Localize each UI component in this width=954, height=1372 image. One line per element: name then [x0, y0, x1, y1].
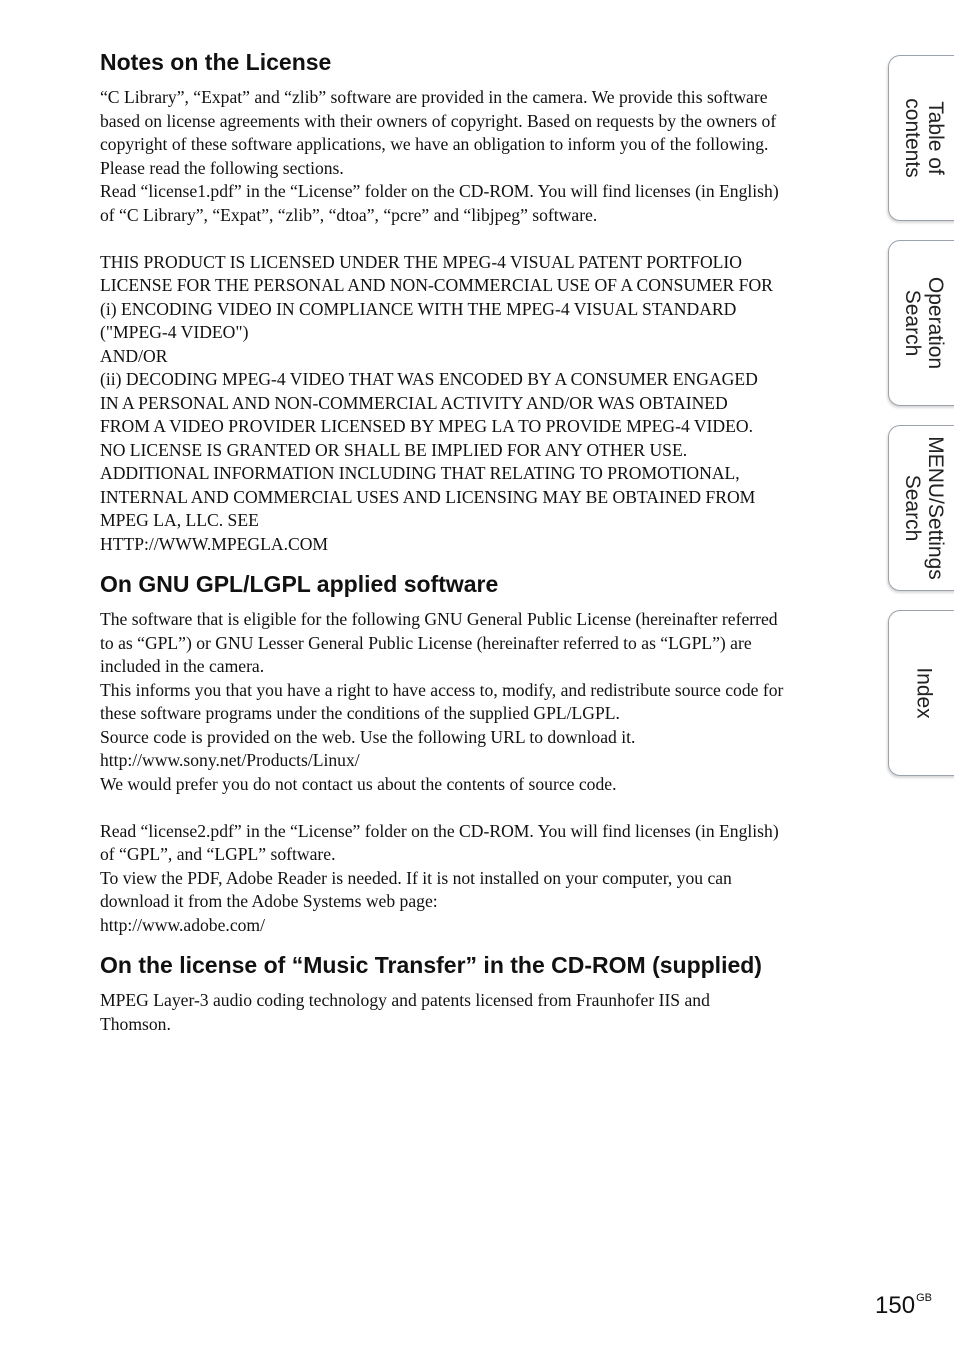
- body-line: of “GPL”, and “LGPL” software.: [100, 844, 336, 864]
- body-line: Read “license2.pdf” in the “License” folder on the CD-ROM. You will find licenses (in English): [100, 820, 779, 841]
- body-line: NO LICENSE IS GRANTED OR SHALL BE IMPLIED FOR ANY OTHER USE.: [100, 439, 688, 460]
- tab-label: Operation Search: [901, 276, 947, 370]
- body-line: (ii) DECODING MPEG-4 VIDEO THAT WAS ENCODED BY A CONSUMER ENGAGED: [100, 369, 758, 389]
- sidebar-tabs: [888, 0, 954, 800]
- body-line: MPEG Layer-3 audio coding technology and patents licensed from Fraunhofer IIS and: [100, 990, 710, 1010]
- body-line: http://www.sony.net/Products/Linux/: [100, 750, 360, 770]
- body-line: based on license agreements with their owners of copyright. Based on requests by the owners of: [100, 110, 777, 131]
- body-line: THIS PRODUCT IS LICENSED UNDER THE MPEG-4 VISUAL PATENT PORTFOLIO: [100, 251, 742, 272]
- body-line: ("MPEG-4 VIDEO"): [100, 322, 249, 342]
- body-line: MPEG LA, LLC. SEE: [100, 510, 259, 530]
- body-line: FROM A VIDEO PROVIDER LICENSED BY MPEG LA TO PROVIDE MPEG-4 VIDEO.: [100, 416, 753, 436]
- body-line: The software that is eligible for the following GNU General Public License (hereinafter referred: [100, 609, 778, 629]
- body-line: INTERNAL AND COMMERCIAL USES AND LICENSING MAY BE OBTAINED FROM: [100, 486, 756, 507]
- body-line: copyright of these software applications, we have an obligation to inform you of the following.: [100, 134, 769, 154]
- main-content: [100, 46, 860, 1036]
- section-music-transfer: [100, 949, 860, 1036]
- body-line: http://www.adobe.com/: [100, 914, 265, 935]
- page-number: [875, 1292, 932, 1320]
- section-heading: Notes on the License: [100, 49, 332, 75]
- body-line: (i) ENCODING VIDEO IN COMPLIANCE WITH THE MPEG-4 VISUAL STANDARD: [100, 298, 737, 319]
- blank-line: [100, 227, 860, 251]
- blank-line: [100, 796, 860, 820]
- tab-label: Index: [912, 667, 936, 719]
- section-heading: On the license of “Music Transfer” in the CD-ROM (supplied): [100, 952, 762, 978]
- section-heading: On GNU GPL/LGPL applied software: [100, 571, 499, 597]
- body-line: Thomson.: [100, 1013, 171, 1034]
- tab-table-of-contents[interactable]: [888, 55, 954, 221]
- body-line: LICENSE FOR THE PERSONAL AND NON-COMMERCIAL USE OF A CONSUMER FOR: [100, 275, 773, 295]
- tab-label: MENU/Settings Search: [901, 436, 947, 580]
- page-number-value: 150: [875, 1292, 916, 1319]
- body-line: to as “GPL”) or GNU Lesser General Public License (hereinafter referred to as “LGPL”) are: [100, 632, 752, 653]
- tab-menu-settings-search[interactable]: [888, 425, 954, 591]
- section-license-notes: [100, 46, 860, 556]
- page-number-suffix: GB: [916, 1292, 932, 1304]
- body-line: AND/OR: [100, 345, 168, 366]
- body-line: “C Library”, “Expat” and “zlib” software are provided in the camera. We provide this software: [100, 87, 768, 107]
- tab-operation-search[interactable]: [888, 240, 954, 406]
- body-line: We would prefer you do not contact us about the contents of source code.: [100, 773, 617, 794]
- section-gnu-gpl: [100, 568, 860, 937]
- section-body: [100, 86, 860, 556]
- body-line: included in the camera.: [100, 656, 265, 676]
- body-line: Please read the following sections.: [100, 157, 344, 178]
- body-line: download it from the Adobe Systems web page:: [100, 891, 438, 911]
- body-line: This informs you that you have a right to have access to, modify, and redistribute source code for: [100, 679, 784, 700]
- tab-label: Table of contents: [901, 98, 947, 178]
- section-body: [100, 989, 860, 1036]
- section-body: [100, 608, 860, 937]
- body-line: Read “license1.pdf” in the “License” folder on the CD-ROM. You will find licenses (in English): [100, 181, 779, 201]
- body-line: To view the PDF, Adobe Reader is needed. If it is not installed on your computer, you can: [100, 867, 732, 888]
- body-line: IN A PERSONAL AND NON-COMMERCIAL ACTIVITY AND/OR WAS OBTAINED: [100, 392, 728, 413]
- body-line: HTTP://WWW.MPEGLA.COM: [100, 533, 329, 554]
- body-line: of “C Library”, “Expat”, “zlib”, “dtoa”, “pcre” and “libjpeg” software.: [100, 204, 598, 225]
- body-line: ADDITIONAL INFORMATION INCLUDING THAT RELATING TO PROMOTIONAL,: [100, 463, 740, 483]
- body-line: Source code is provided on the web. Use the following URL to download it.: [100, 726, 636, 747]
- body-line: these software programs under the conditions of the supplied GPL/LGPL.: [100, 703, 620, 723]
- tab-index[interactable]: [888, 610, 954, 776]
